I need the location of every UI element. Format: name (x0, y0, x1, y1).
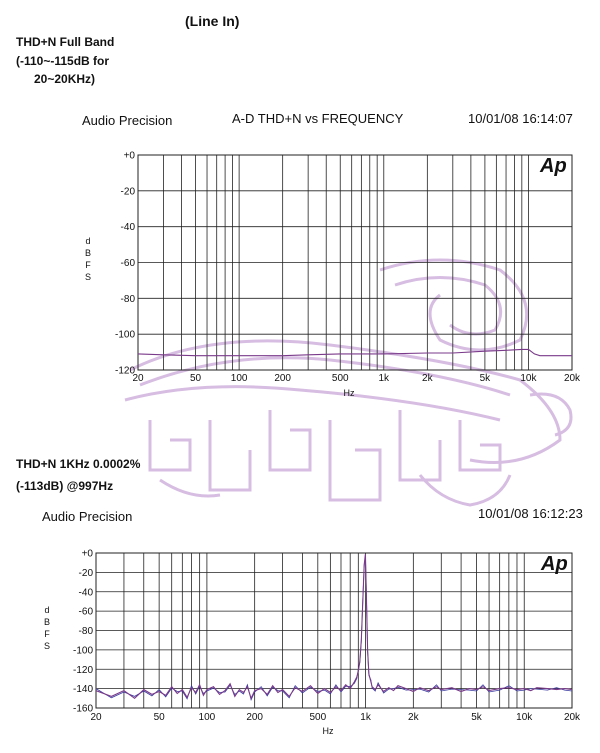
chart1-x-tick-label: 500 (331, 373, 349, 384)
chart2-y-tick-label: +0 (81, 548, 93, 560)
chart1-x-tick-label: 20 (132, 373, 144, 384)
chart2-x-tick-label: 10k (516, 712, 533, 723)
chart2-x-tick-label: 20 (90, 712, 102, 723)
chart1-x-tick-label: 1k (378, 373, 390, 384)
chart2-x-tick-label: 200 (246, 712, 264, 723)
chart1-x-tick-label: 5k (479, 373, 491, 384)
chart2-y-tick-label: -160 (72, 703, 93, 715)
chart1-y-tick-label: -120 (114, 365, 135, 377)
chart1-y-tick-label: -20 (120, 186, 135, 198)
chart1-y-axis-label-char: S (84, 272, 92, 282)
chart2-y-axis-label-char: B (43, 617, 51, 627)
chart1-brand: Audio Precision (82, 113, 173, 128)
chart2-y-tick-label: -80 (78, 626, 93, 637)
chart2-x-tick-label: 50 (153, 712, 165, 723)
chart2-x-tick-label: 2k (408, 712, 419, 723)
chart2-y-tick-label: -40 (78, 587, 93, 599)
thd-1khz-note-line1: THD+N 1KHz 0.0002% (16, 457, 141, 471)
chart2-y-axis-label-char: S (43, 641, 51, 651)
thd-fullband-note-line2: (-110~-115dB for (16, 54, 110, 68)
chart1-x-tick-label: 200 (274, 373, 292, 384)
chart1-y-tick-label: -100 (114, 329, 135, 341)
chart2-y-tick-label: -60 (78, 606, 93, 618)
chart2-y-tick-label: -100 (72, 645, 93, 657)
chart1-x-tick-label: 100 (230, 373, 248, 384)
chart1-y-tick-label: +0 (123, 150, 135, 162)
chart1-y-axis-label-char: F (85, 260, 91, 270)
chart2-y-tick-label: -20 (78, 567, 93, 579)
chart2-y-tick-label: -140 (72, 684, 93, 696)
chart2-timestamp: 10/01/08 16:12:23 (478, 506, 583, 521)
chart2-x-tick-label: 5k (471, 712, 482, 723)
chart1-x-axis-label: Hz (343, 388, 355, 398)
chart1-x-tick-label: 50 (190, 373, 202, 384)
chart2-brand: Audio Precision (42, 509, 133, 524)
chart2-x-axis-label: Hz (322, 726, 334, 736)
chart2-x-tick-label: 1k (360, 712, 371, 723)
chart2-x-tick-label: 20k (563, 712, 581, 723)
chart2-x-tick-label: 500 (309, 712, 327, 723)
chart2-x-tick-label: 100 (198, 712, 216, 723)
chart1-x-tick-label: 10k (520, 373, 537, 384)
thd-fullband-note-line3: 20~20KHz) (34, 72, 96, 86)
chart2-y-tick-label: -120 (72, 664, 93, 676)
chart1-x-tick-label: 20k (563, 373, 581, 384)
chart1-y-tick-label: -40 (120, 222, 135, 234)
chart2-y-axis-label-char: F (44, 629, 50, 639)
chart2-y-axis-label-char: d (44, 605, 50, 615)
thd-1khz-note-line2: (-113dB) @997Hz (16, 479, 114, 493)
chart1-ap-logo: Ap (540, 155, 567, 177)
chart2-y-axis-label (44, 605, 50, 651)
chart1-x-tick-label: 2k (422, 373, 433, 384)
chart2-ap-logo: Ap (541, 553, 568, 575)
chart2-series-line-shadow (96, 555, 572, 699)
chart1-timestamp: 10/01/08 16:14:07 (468, 111, 573, 126)
chart1-y-tick-label: -80 (120, 293, 135, 305)
chart1-y-axis-label-char: B (84, 248, 92, 258)
thd-fullband-note-line1: THD+N Full Band (16, 35, 115, 49)
line-in-title: (Line In) (185, 13, 240, 29)
chart2-series-line (96, 554, 572, 698)
chart1-y-axis-label-char: d (85, 236, 91, 246)
chart1-y-tick-label: -60 (120, 258, 135, 269)
chart1-title: A-D THD+N vs FREQUENCY (232, 111, 404, 126)
